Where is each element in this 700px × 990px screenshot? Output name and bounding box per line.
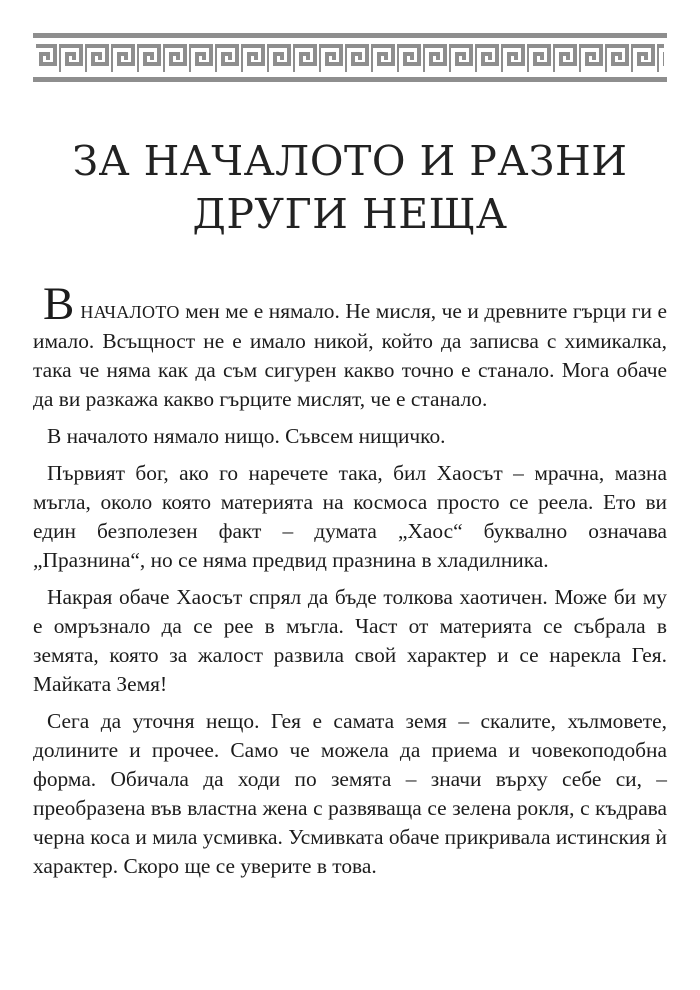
chapter-body [33, 278, 667, 889]
greek-key-border-icon [33, 33, 667, 82]
paragraph-5: Сега да уточня нещо. Гея е самата земя – скалите, хълмовете, долините и прочее. Само че можела да приема и човекоподобна форма. Обичала да ходи по земята – значи върху себе си, – преобразена във властна жена с развяваща се зелена рокля, с къдрава черна коса и мила усмивка. Усмивката обаче прикривала истинския ѝ характер. Скоро ще се уверите в това. [33, 709, 667, 878]
paragraph-2: В началото нямало нищо. Съвсем нищичко. [47, 424, 446, 448]
paragraph-3: Първият бог, ако го наречете така, бил Хаосът – мрачна, мазна мъгла, около която материята на космоса просто се реела. Ето ви един безполезен факт – думата „Хаос“ буквално означава „Празнина“, но се няма предвид празнина в хладилника. [33, 461, 667, 572]
paragraph-1-text: мен ме е нямало. Не мисля, че и древните гърци ги е имало. Всъщност не е имало никой, който да записва с химикалка, така че няма как да съм сигурен какво точно е станало. Мога обаче да ви разкажа какво гърците мислят, че е станало. [33, 299, 667, 411]
paragraph-1 [33, 278, 667, 414]
chapter-title [0, 135, 700, 241]
drop-cap: В [43, 278, 75, 330]
chapter-title-line-2: ДРУГИ НЕЩА [192, 190, 508, 238]
paragraph-4: Накрая обаче Хаосът спрял да бъде толкова хаотичен. Може би му е омръзнало да се рее в мъгла. Част от материята се събрала в земята, която за жалост развила свой характер и се нарекла Гея. Майката Земя! [33, 585, 667, 696]
chapter-title-line-1: ЗА НАЧАЛОТО И РАЗНИ [72, 137, 628, 185]
lead-in-word: НАЧАЛОТО [80, 302, 180, 322]
